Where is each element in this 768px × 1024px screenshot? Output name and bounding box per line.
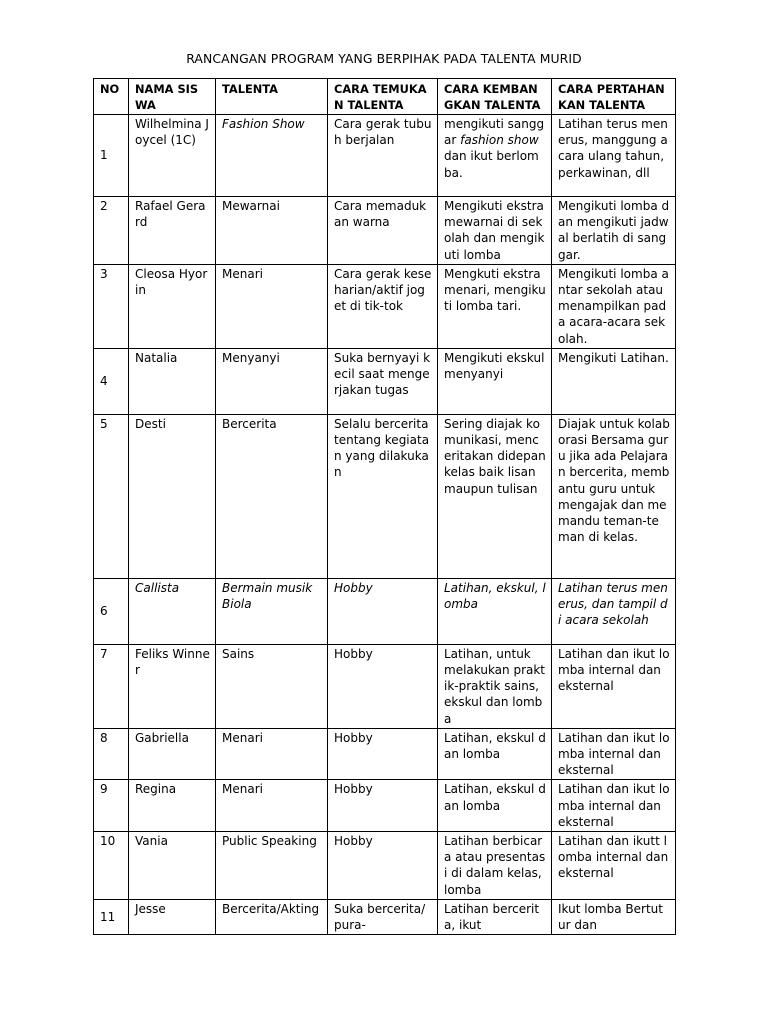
cell-nama: Cleosa Hyorin <box>129 264 216 348</box>
cell-kembangkan: Latihan, untuk melakukan praktik-praktik sains, ekskul dan lomba <box>438 644 552 728</box>
cell-kembangkan: Latihan bercerita, ikut <box>438 899 552 934</box>
table-header-row <box>94 79 676 115</box>
cell-kembangkan: Sering diajak komunikasi, menceritakan didepan kelas baik lisan maupun tulisan <box>438 414 552 578</box>
cell-temukan: Selalu bercerita tentang kegiatan yang dilakukan <box>328 414 438 578</box>
cell-talenta: Menari <box>216 264 328 348</box>
cell-no: 10 <box>94 832 129 900</box>
cell-talenta: Menyanyi <box>216 348 328 414</box>
cell-talenta: Menari <box>216 780 328 832</box>
cell-pertahankan: Diajak untuk kolaborasi Bersama guru jika ada Pelajaran bercerita, membantu guru untuk mengajak dan memandu teman-teman di kelas. <box>552 414 676 578</box>
cell-talenta: Public Speaking <box>216 832 328 900</box>
cell-temukan: Hobby <box>328 578 438 644</box>
cell-talenta: Menari <box>216 728 328 780</box>
cell-no: 8 <box>94 728 129 780</box>
table-row <box>94 115 676 197</box>
cell-temukan: Cara gerak keseharian/aktif joget di tik-tok <box>328 264 438 348</box>
cell-talenta: Mewarnai <box>216 197 328 265</box>
cell-kembangkan: Latihan, ekskul dan lomba <box>438 780 552 832</box>
cell-nama: Jesse <box>129 899 216 934</box>
table-row <box>94 899 676 934</box>
cell-kembangkan-italic: fashion show <box>460 133 539 148</box>
cell-kembangkan: Mengikuti ekstra mewarnai di sekolah dan mengikuti lomba <box>438 197 552 265</box>
cell-nama: Rafael Gerard <box>129 197 216 265</box>
cell-nama: Natalia <box>129 348 216 414</box>
cell-kembangkan: Latihan, ekskul, lomba <box>438 578 552 644</box>
header-nama-siswa: NAMA SISWA <box>129 79 216 115</box>
cell-no: 3 <box>94 264 129 348</box>
header-cara-kembangkan: CARA KEMBANGKAN TALENTA <box>438 79 552 115</box>
table-row <box>94 644 676 728</box>
cell-talenta: Bercerita <box>216 414 328 578</box>
cell-kembangkan: Mengkuti ekstra menari, mengikuti lomba tari. <box>438 264 552 348</box>
header-talenta: TALENTA <box>216 79 328 115</box>
table-row <box>94 578 676 644</box>
cell-temukan: Hobby <box>328 832 438 900</box>
cell-temukan: Hobby <box>328 728 438 780</box>
cell-nama: Desti <box>129 414 216 578</box>
cell-no: 7 <box>94 644 129 728</box>
cell-temukan: Hobby <box>328 780 438 832</box>
cell-pertahankan: Mengikuti lomba dan mengikuti jadwal berlatih di sanggar. <box>552 197 676 265</box>
cell-no: 11 <box>94 899 129 934</box>
cell-pertahankan: Latihan terus menerus, dan tampil di acara sekolah <box>552 578 676 644</box>
cell-pertahankan: Latihan terus menerus, manggung acara ulang tahun, perkawinan, dll <box>552 115 676 197</box>
table-row <box>94 832 676 900</box>
cell-talenta: Sains <box>216 644 328 728</box>
cell-pertahankan: Latihan dan ikut lomba internal dan eksternal <box>552 644 676 728</box>
table-row <box>94 264 676 348</box>
cell-talenta: Bermain musik Biola <box>216 578 328 644</box>
cell-nama: Gabriella <box>129 728 216 780</box>
page-title: RANCANGAN PROGRAM YANG BERPIHAK PADA TALENTA MURID <box>186 51 582 66</box>
cell-nama: Wilhelmina Joycel (1C) <box>129 115 216 197</box>
cell-no: 6 <box>94 578 129 644</box>
header-cara-pertahankan: CARA PERTAHANKAN TALENTA <box>552 79 676 115</box>
cell-kembangkan <box>438 115 552 197</box>
cell-temukan: Suka bernyayi kecil saat mengerjakan tugas <box>328 348 438 414</box>
cell-kembangkan-text: mengikuti sanggar <box>444 117 545 148</box>
cell-pertahankan: Latihan dan ikut lomba internal dan eksternal <box>552 780 676 832</box>
cell-talenta: Fashion Show <box>216 115 328 197</box>
table-row <box>94 197 676 265</box>
cell-nama: Callista <box>129 578 216 644</box>
cell-pertahankan: Latihan dan ikut lomba internal dan eksternal <box>552 728 676 780</box>
cell-temukan: Cara memadukan warna <box>328 197 438 265</box>
cell-pertahankan: Mengikuti lomba antar sekolah atau menampilkan pada acara-acara sekolah. <box>552 264 676 348</box>
cell-no: 5 <box>94 414 129 578</box>
cell-kembangkan: Latihan berbicara atau presentasi di dalam kelas, lomba <box>438 832 552 900</box>
cell-no: 9 <box>94 780 129 832</box>
cell-nama: Feliks Winner <box>129 644 216 728</box>
cell-talenta: Bercerita/Akting <box>216 899 328 934</box>
table-row <box>94 414 676 578</box>
table-row <box>94 780 676 832</box>
cell-kembangkan-text: dan ikut berlomba. <box>444 149 539 180</box>
cell-pertahankan: Latihan dan ikutt lomba internal dan eksternal <box>552 832 676 900</box>
cell-no: 1 <box>94 115 129 197</box>
cell-no: 4 <box>94 348 129 414</box>
header-no: NO <box>94 79 129 115</box>
cell-nama: Vania <box>129 832 216 900</box>
talent-program-table <box>93 78 676 935</box>
cell-nama: Regina <box>129 780 216 832</box>
cell-no: 2 <box>94 197 129 265</box>
header-cara-temukan: CARA TEMUKAN TALENTA <box>328 79 438 115</box>
cell-pertahankan: Ikut lomba Bertutur dan <box>552 899 676 934</box>
cell-kembangkan: Latihan, ekskul dan lomba <box>438 728 552 780</box>
cell-kembangkan: Mengikuti ekskul menyanyi <box>438 348 552 414</box>
cell-pertahankan: Mengikuti Latihan. <box>552 348 676 414</box>
cell-temukan: Hobby <box>328 644 438 728</box>
cell-temukan: Suka bercerita/pura- <box>328 899 438 934</box>
table-row <box>94 728 676 780</box>
cell-temukan: Cara gerak tubuh berjalan <box>328 115 438 197</box>
table-row <box>94 348 676 414</box>
